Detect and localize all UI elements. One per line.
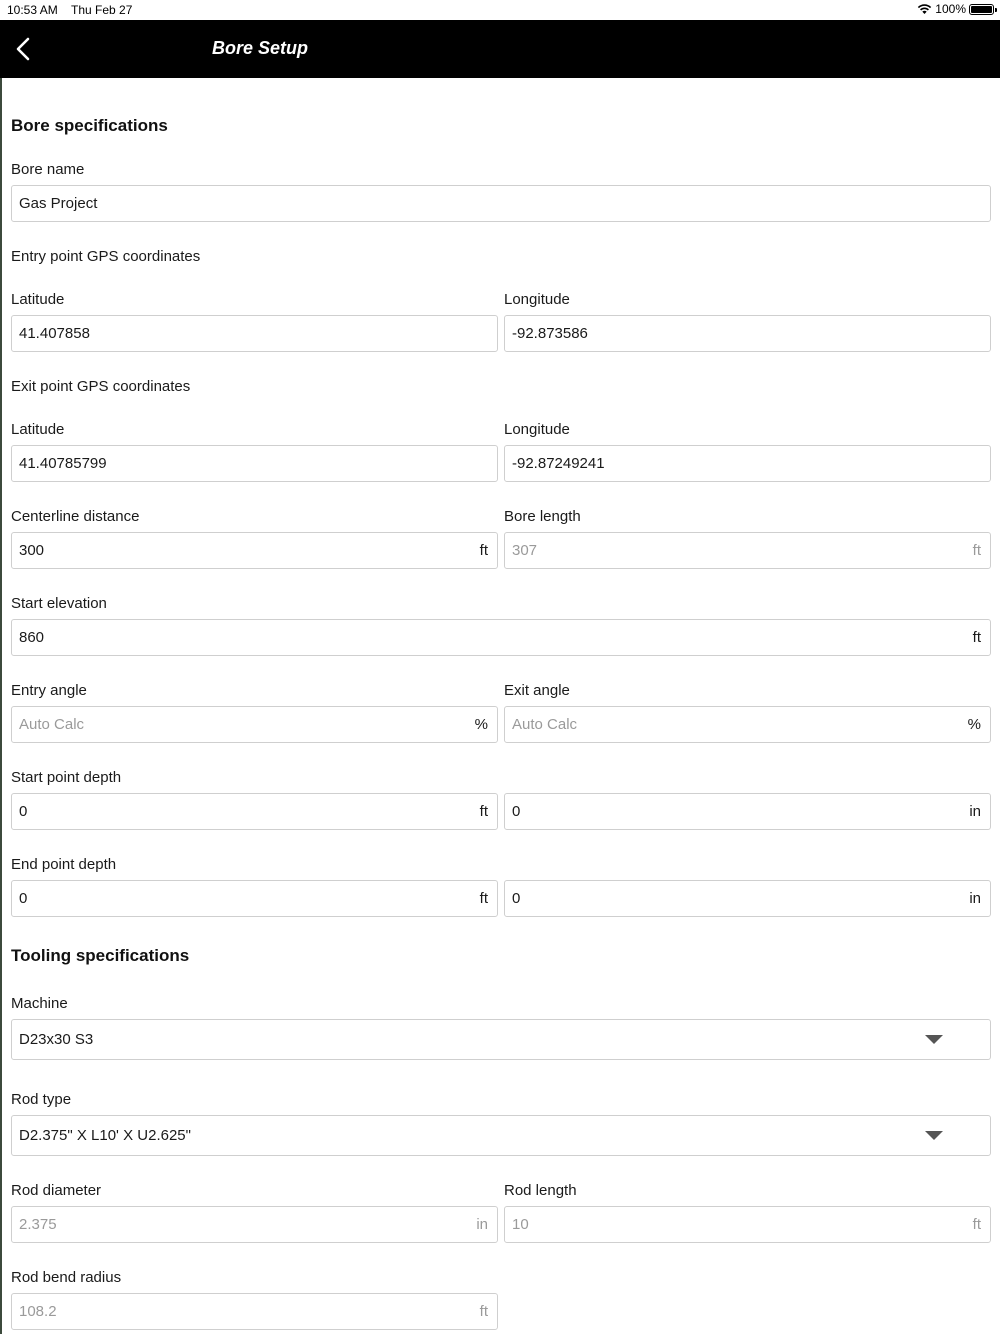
rod-diameter-value: 2.375 bbox=[19, 1216, 57, 1233]
exit-longitude-field[interactable] bbox=[504, 445, 991, 482]
end-depth-ft-value: 0 bbox=[19, 890, 28, 907]
start-depth-ft-field[interactable] bbox=[11, 793, 498, 830]
chevron-down-icon bbox=[925, 1131, 943, 1140]
start-depth-label: Start point depth bbox=[11, 769, 122, 786]
entry-latitude-label: Latitude bbox=[11, 291, 65, 308]
bore-length-value: 307 bbox=[512, 542, 538, 559]
rod-diameter-label: Rod diameter bbox=[11, 1182, 102, 1199]
bore-length-unit: ft bbox=[972, 542, 981, 559]
exit-longitude-value: -92.87249241 bbox=[512, 455, 605, 472]
end-depth-label: End point depth bbox=[11, 856, 117, 873]
rod-length-unit: ft bbox=[972, 1216, 981, 1233]
machine-label: Machine bbox=[11, 995, 68, 1012]
bore-section-title: Bore specifications bbox=[11, 116, 168, 135]
start-depth-ft-value: 0 bbox=[19, 803, 28, 820]
exit-angle-label: Exit angle bbox=[504, 682, 570, 699]
page-title: Bore Setup bbox=[212, 38, 309, 58]
end-depth-ft-field[interactable] bbox=[11, 880, 498, 917]
bore-name-label: Bore name bbox=[11, 161, 85, 178]
exit-longitude-label: Longitude bbox=[504, 421, 570, 438]
chevron-left-icon[interactable] bbox=[14, 36, 36, 62]
rod-type-value: D2.375" X L10' X U2.625" bbox=[19, 1127, 191, 1144]
centerline-distance-label: Centerline distance bbox=[11, 508, 140, 525]
rod-length-field bbox=[504, 1206, 991, 1243]
rod-length-label: Rod length bbox=[504, 1182, 577, 1199]
rod-bend-radius-label: Rod bend radius bbox=[11, 1269, 122, 1286]
bore-length-field bbox=[504, 532, 991, 569]
entry-gps-label: Entry point GPS coordinates bbox=[11, 248, 201, 265]
machine-value: D23x30 S3 bbox=[19, 1031, 94, 1048]
entry-longitude-field[interactable] bbox=[504, 315, 991, 352]
end-depth-in-unit: in bbox=[969, 890, 981, 907]
centerline-distance-value: 300 bbox=[19, 542, 45, 559]
exit-latitude-field[interactable] bbox=[11, 445, 498, 482]
end-depth-ft-unit: ft bbox=[479, 890, 488, 907]
start-elevation-field[interactable] bbox=[11, 619, 991, 656]
start-elevation-label: Start elevation bbox=[11, 595, 107, 612]
start-elevation-unit: ft bbox=[972, 629, 981, 646]
entry-latitude-field[interactable] bbox=[11, 315, 498, 352]
bore-length-label: Bore length bbox=[504, 508, 581, 525]
rod-length-value: 10 bbox=[512, 1216, 529, 1233]
battery-icon bbox=[969, 4, 994, 15]
rod-bend-radius-value: 108.2 bbox=[19, 1303, 57, 1320]
start-depth-in-field[interactable] bbox=[504, 793, 991, 830]
start-elevation-value: 860 bbox=[19, 629, 45, 646]
bore-name-field[interactable] bbox=[11, 185, 991, 222]
status-time: 10:53 AM bbox=[7, 3, 58, 17]
rod-bend-radius-unit: ft bbox=[479, 1303, 488, 1320]
machine-select[interactable] bbox=[11, 1019, 991, 1060]
entry-latitude-value: 41.407858 bbox=[19, 325, 90, 342]
entry-angle-unit: % bbox=[474, 716, 488, 733]
start-depth-in-value: 0 bbox=[512, 803, 521, 820]
chevron-down-icon bbox=[925, 1035, 943, 1044]
end-depth-in-value: 0 bbox=[512, 890, 521, 907]
start-depth-ft-unit: ft bbox=[479, 803, 488, 820]
entry-angle-field[interactable] bbox=[11, 706, 498, 743]
rod-diameter-field bbox=[11, 1206, 498, 1243]
status-bar bbox=[0, 0, 1000, 20]
bore-name-value: Gas Project bbox=[19, 195, 98, 212]
nav-bar bbox=[0, 20, 1000, 78]
exit-latitude-label: Latitude bbox=[11, 421, 65, 438]
wifi-icon bbox=[917, 3, 932, 15]
exit-angle-placeholder: Auto Calc bbox=[512, 716, 578, 733]
centerline-distance-field[interactable] bbox=[11, 532, 498, 569]
centerline-distance-unit: ft bbox=[479, 542, 488, 559]
end-depth-in-field[interactable] bbox=[504, 880, 991, 917]
rod-bend-radius-field bbox=[11, 1293, 498, 1330]
tooling-section-title: Tooling specifications bbox=[11, 946, 190, 965]
rod-diameter-unit: in bbox=[476, 1216, 488, 1233]
start-depth-in-unit: in bbox=[969, 803, 981, 820]
exit-latitude-value: 41.40785799 bbox=[19, 455, 107, 472]
rod-type-select[interactable] bbox=[11, 1115, 991, 1156]
battery-percent: 100% bbox=[935, 2, 966, 16]
status-date: Thu Feb 27 bbox=[71, 3, 133, 17]
exit-angle-unit: % bbox=[967, 716, 981, 733]
left-edge-divider bbox=[0, 78, 2, 1334]
status-right bbox=[917, 2, 994, 16]
exit-gps-label: Exit point GPS coordinates bbox=[11, 378, 191, 395]
entry-angle-placeholder: Auto Calc bbox=[19, 716, 85, 733]
exit-angle-field[interactable] bbox=[504, 706, 991, 743]
entry-longitude-value: -92.873586 bbox=[512, 325, 588, 342]
rod-type-label: Rod type bbox=[11, 1091, 72, 1108]
entry-angle-label: Entry angle bbox=[11, 682, 87, 699]
entry-longitude-label: Longitude bbox=[504, 291, 570, 308]
